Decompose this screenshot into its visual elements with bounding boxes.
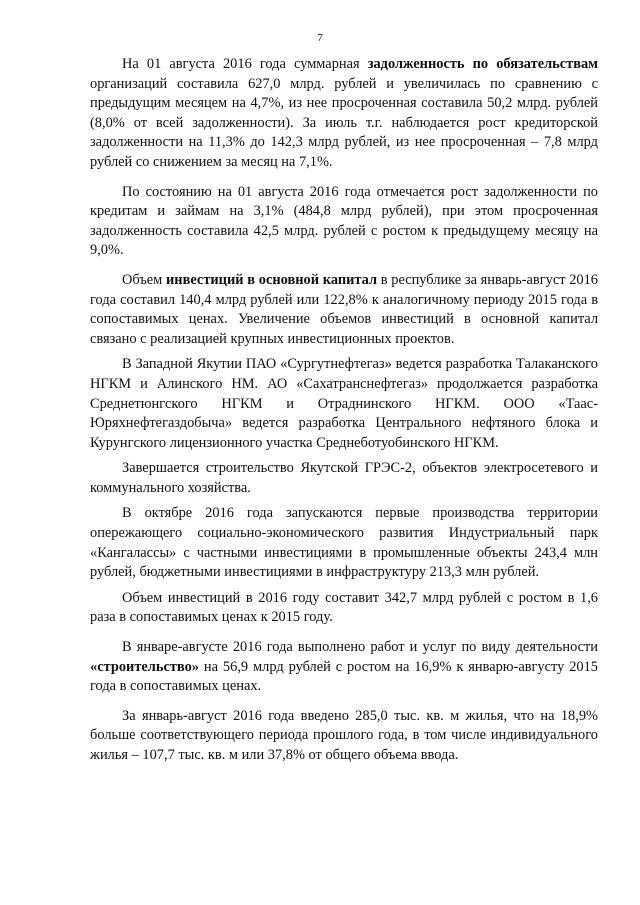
paragraph-construction-works (90, 638, 598, 697)
paragraph-investments (90, 271, 598, 349)
bold-term: инвестиций в основной капитал (166, 271, 378, 288)
text-run: организаций составила 627,0 млрд. рублей и увеличилась по сравнению с предыдущим месяцем на 4,7%, из нее просроченная составила 50,2 млрд. рублей (8,0% от всей задолженности). За июль т.г. наблюдается рост кредиторской задолженности на 11,3% до 142,3 млрд рублей, из нее просроченная – 7,8 млрд рублей со снижением за месяц на 7,1%. (90, 75, 598, 170)
text-run: на 56,9 млрд рублей с ростом на 16,9% к январю-августу 2015 года в сопоставимых ценах. (90, 658, 598, 695)
paragraph-debt (90, 55, 598, 173)
text-run: На 01 августа 2016 года суммарная (122, 56, 368, 72)
text-run: За январь-август 2016 года введено 285,0 тыс. кв. м жилья, что на 18,9% больше соответствующего периода прошлого года, в том числе индивидуального жилья – 107,7 тыс. кв. м или 37,8% от общего объема ввода. (90, 707, 598, 763)
document-body (90, 55, 598, 776)
text-run: Объем (122, 271, 167, 288)
text-run: в республике за январь-август 2016 года составил 140,4 млрд рублей или 122,8% к аналогичному периоду 2015 года в сопоставимых ценах. Увеличение объемов инвестиций в основной капитал связано с реализацией крупных инвестиционных проектов. (90, 271, 599, 347)
text-run: В октябре 2016 года запускаются первые производства территории опережающего социально-экономического развития Индустриальный парк «Кангаласcы» с частными инвестициями в промышленные объекты 243,4 млн рублей, бюджетными инвестициями в инфраструктуру 213,3 млн рублей. (90, 505, 598, 581)
bold-term: «строительство» (90, 658, 199, 675)
text-run: Завершается строительство Якутской ГРЭС-2, объектов электросетевого и коммунального хозяйства. (90, 460, 598, 496)
paragraph-housing (90, 707, 598, 766)
text-run: В Западной Якутии ПАО «Сургутнефтегаз» ведется разработка Талаканского НГКМ и Алинского НМ. АО «Сахатранснефтегаз» продолжается разработка Среднетюнгского НГКМ и Отраднинского НГКМ. ООО «Таас-Юряхнефтегаздобыча» ведется разработка Центрального нефтяного блока и Курунгского лицензионного участка Среднеботуобинского НГКМ. (90, 356, 598, 451)
text-run: В январе-августе 2016 года выполнено работ и услуг по виду деятельности (122, 639, 598, 656)
page-number: 7 (317, 32, 323, 44)
paragraph-investment-forecast (90, 589, 598, 628)
paragraph-west-yakutia (90, 355, 598, 453)
text-run: По состоянию на 01 августа 2016 года отмечается рост задолженности по кредитам и займам на 3,1% (484,8 млрд рублей), при этом просроченная задолженность составила 42,5 млрд. рублей с ростом к предыдущему месяцу на 9,0%. (90, 183, 598, 259)
paragraph-construction-gres (90, 459, 598, 498)
bold-term: задолженность по обязательствам (367, 56, 598, 72)
paragraph-loans (90, 183, 598, 261)
text-run: Объем инвестиций в 2016 году составит 342,7 млрд рублей с ростом в 1,6 раза в сопоставимых ценах к 2015 году. (90, 589, 598, 626)
paragraph-industrial-park (90, 504, 598, 582)
